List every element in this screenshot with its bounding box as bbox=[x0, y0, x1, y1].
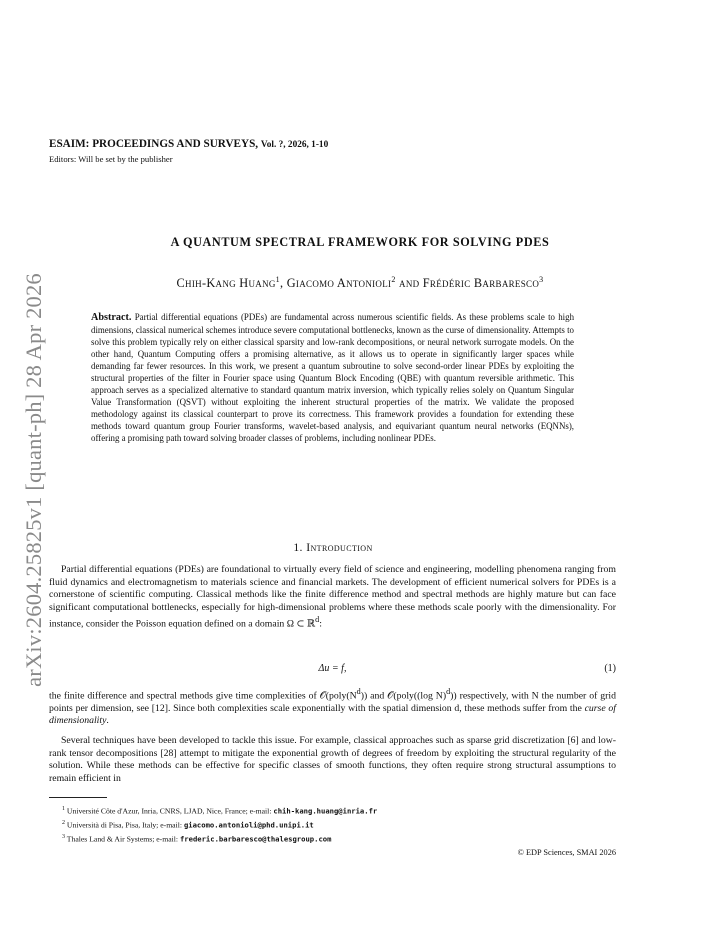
superscript: d bbox=[356, 687, 361, 696]
abstract-label: Abstract. bbox=[91, 312, 132, 323]
intro-paragraph-1 bbox=[49, 564, 616, 631]
footnote-email: chih-kang.huang@inria.fr bbox=[273, 806, 378, 816]
author-mark: 2 bbox=[391, 275, 396, 284]
footnote-email: frederic.barbaresco@thalesgroup.com bbox=[179, 834, 332, 844]
paragraph-text: )) respectively, with N the number of grid points per dimension, see [12]. Since both complexities scale exponentially with the spatial dimension d, these methods suffer from the bbox=[49, 690, 616, 714]
abstract-text: Partial differential equations (PDEs) are fundamental across numerous scientific fields. As these problems scale to high dimensions, classical numerical schemes introduce severe computational bottlenecks, known as the curse of dimensionality. Attempts to solve this problem typically rely on either classical sparsity and low-rank decompositions, or neural network surrogate models. On the other hand, Quantum Computing offers a promising alternative, as it allows us to operate in significantly larger spaces while demanding far fewer resources. In this work, we present a quantum subroutine to solve second-order linear PDEs by exploiting the structural properties of the filter in Fourier space using Quantum Block Encoding (QBE) with quantum reversible arithmetic. This approach serves as a specialized alternative to standard quantum matrix inversion, which typically relies solely on Quantum Singular Value Transformation (QSVT) without exploiting the inherent structural properties of the matrix. We validate the proposed methodology against its classical counterpart to prove its correctness. This framework provides a foundation for extending these methods toward quantum group Fourier transforms, wavelet-based analysis, and equivariant quantum neural networks (EQNNs), offering a promising path toward solving broader classes of problems, including nonlinear PDEs. bbox=[91, 312, 575, 443]
footnote-rule bbox=[49, 797, 107, 798]
author-conjunction: and bbox=[395, 276, 423, 291]
footnote-text: Université Côte d'Azur, Inria, CNRS, LJAD, Nice, France; e-mail: bbox=[66, 806, 274, 816]
author-mark: 3 bbox=[539, 275, 544, 284]
author-name: Frédéric Barbaresco bbox=[422, 276, 540, 291]
superscript: d bbox=[446, 687, 451, 696]
journal-volume: Vol. ?, 2026, 1-10 bbox=[260, 140, 329, 150]
journal-name: ESAIM: PROCEEDINGS AND SURVEYS, bbox=[49, 138, 259, 150]
footnote-mark: 2 bbox=[62, 820, 65, 826]
paragraph-text: the finite difference and spectral methods give time complexities of 𝒪(poly(N bbox=[49, 690, 357, 702]
paragraph-text: Partial differential equations (PDEs) are foundational to virtually every field of science and engineering, modelling phenomena ranging from fluid dynamics and electromagnetism to materials science and financial markets. The development of efficient numerical solvers for PDEs is a cornerstone of scientific computing. Classical methods like the finite difference method and spectral methods are highly mature but can face significant computational bottlenecks, especially for high-dimensional problems where these methods scale poorly with the dimensionality. For instance, consider the Poisson equation defined on a domain Ω ⊂ ℝ bbox=[49, 564, 616, 630]
author-name: Giacomo Antonioli bbox=[286, 276, 392, 291]
equation-body: Δu = f, bbox=[318, 663, 347, 674]
footnote-mark: 1 bbox=[62, 806, 65, 812]
paper-title: A QUANTUM SPECTRAL FRAMEWORK FOR SOLVING PDES bbox=[170, 235, 550, 249]
author-separator: , bbox=[279, 276, 287, 291]
paragraph-text: )) and 𝒪(poly((log N) bbox=[360, 690, 447, 702]
emphasis: curse of dimensionality bbox=[49, 702, 616, 727]
footnote-2 bbox=[62, 820, 314, 830]
footnote-3 bbox=[62, 834, 331, 844]
footnote-email: giacomo.antonioli@phd.unipi.it bbox=[183, 820, 314, 830]
author-mark: 1 bbox=[275, 275, 280, 284]
footnote-text: Thales Land & Air Systems; e-mail: bbox=[66, 834, 180, 844]
intro-paragraph-3: Several techniques have been developed to tackle this issue. For example, classical approaches such as sparse grid discretization [6] and low-rank tensor decompositions [28] attempt to mitigate the exponential growth of degrees of freedom by exploiting the structural regularity of the solution. While these methods can be effective for specific classes of smooth functions, they often require strong structural assumptions to remain efficient in bbox=[49, 735, 616, 784]
author-list bbox=[0, 275, 720, 291]
abstract bbox=[91, 311, 574, 444]
author-name: Chih-Kang Huang bbox=[176, 276, 276, 291]
arxiv-stamp-text: arXiv:2604.25825v1 [quant-ph] 28 Apr 2026 bbox=[21, 273, 46, 687]
section-heading: 1. Introduction bbox=[293, 541, 373, 554]
equation-number: (1) bbox=[604, 663, 616, 674]
copyright-notice: © EDP Sciences, SMAI 2026 bbox=[517, 848, 616, 857]
journal-header bbox=[49, 138, 328, 150]
footnote-text: Università di Pisa, Pisa, Italy; e-mail: bbox=[66, 820, 184, 830]
footnote-mark: 3 bbox=[62, 834, 65, 840]
punctuation: . bbox=[106, 715, 109, 727]
editors-note: Editors: Will be set by the publisher bbox=[49, 154, 173, 164]
footnote-1 bbox=[62, 806, 377, 816]
intro-paragraph-2 bbox=[49, 686, 616, 728]
equation-1 bbox=[49, 663, 616, 677]
superscript: d bbox=[315, 615, 320, 624]
punctuation: : bbox=[319, 618, 322, 630]
